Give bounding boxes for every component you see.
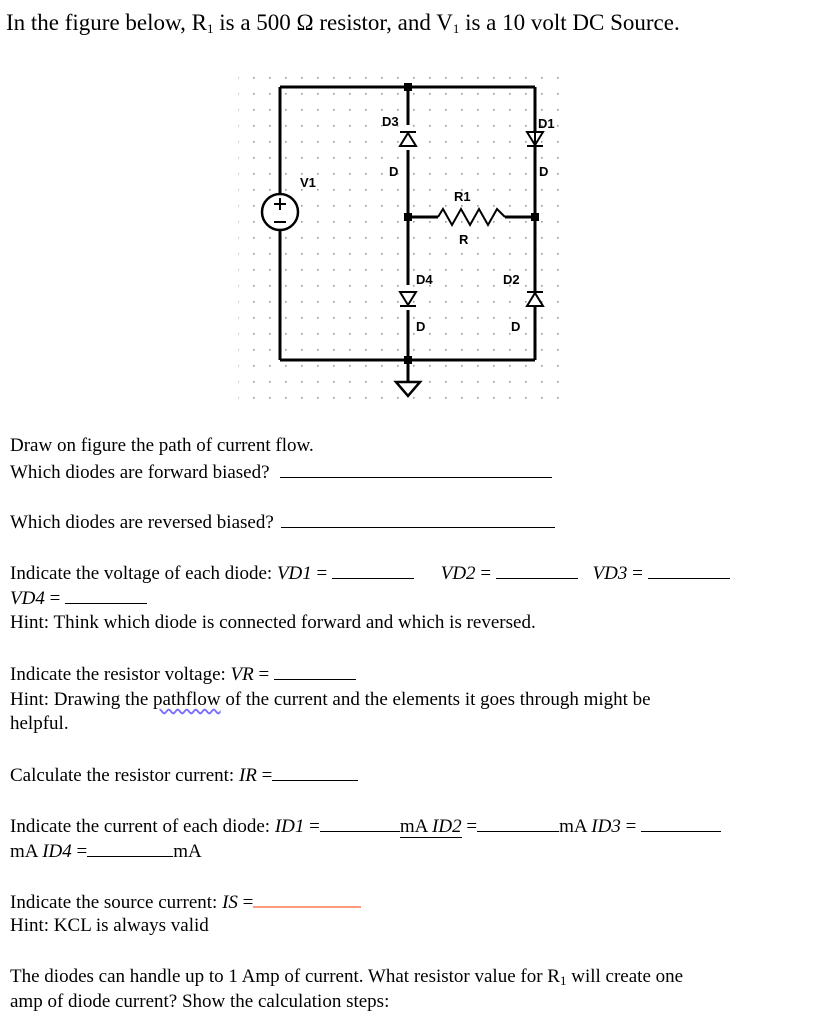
- is-symbol: IS: [222, 892, 238, 913]
- ir-equals: =: [261, 765, 273, 786]
- hint-pathflow: [10, 689, 651, 711]
- question-draw-path: Draw on figure the path of current flow.: [10, 435, 314, 456]
- id2-symbol: ID2: [432, 816, 462, 837]
- id3-answer-line[interactable]: [641, 815, 721, 832]
- id2-equals: =: [466, 816, 478, 837]
- label-d4-model: D: [416, 319, 426, 334]
- question-resistor-value: [10, 966, 683, 992]
- id4-row: [10, 840, 202, 863]
- label-d3: D3: [382, 114, 399, 129]
- forward-biased-label: Which diodes are forward biased?: [10, 462, 270, 483]
- label-d2: D2: [503, 272, 520, 287]
- grid-background: [238, 74, 560, 406]
- label-d1: D1: [538, 116, 555, 131]
- vd2-answer-line[interactable]: [496, 562, 578, 579]
- label-r-model: R: [459, 232, 469, 247]
- id1-answer-line[interactable]: [320, 815, 400, 832]
- circuit-diagram: [230, 70, 570, 415]
- label-v1: V1: [300, 175, 316, 190]
- id4-symbol: ID4: [42, 841, 72, 862]
- id3-equals: =: [625, 816, 637, 837]
- question-resistor-voltage: [10, 663, 356, 686]
- vd1-equals: =: [316, 563, 328, 584]
- question-resistor-value-line2: amp of diode current? Show the calculation steps:: [10, 991, 390, 1012]
- reverse-biased-label: Which diodes are reversed biased?: [10, 512, 274, 533]
- is-answer-line[interactable]: [253, 890, 361, 908]
- resistor-value-text-b: will create one: [566, 966, 684, 987]
- hint-pathflow-word: pathflow: [153, 689, 221, 710]
- voltage-source-v1: [262, 194, 298, 230]
- hint-pathflow-part-c: of the current and the elements it goes through might be: [220, 689, 651, 710]
- question-resistor-current: [10, 764, 358, 787]
- id4-answer-line[interactable]: [87, 840, 173, 857]
- diode-voltage-label: Indicate the voltage of each diode:: [10, 563, 277, 584]
- id2-unit: mA: [559, 816, 587, 837]
- vd3-answer-line[interactable]: [648, 562, 730, 579]
- hint-diode-direction: Hint: Think which diode is connected forward and which is reversed.: [10, 612, 536, 633]
- label-d4: D4: [416, 272, 433, 287]
- vd3-symbol: VD3: [592, 563, 628, 584]
- problem-statement: [6, 10, 680, 42]
- heading-part-1: In the figure below, R: [6, 10, 207, 35]
- vr-answer-line[interactable]: [274, 663, 356, 680]
- heading-sub-2: 1: [452, 21, 460, 36]
- label-d2-model: D: [511, 319, 521, 334]
- is-equals: =: [242, 892, 254, 913]
- vr-symbol: VR: [230, 664, 254, 685]
- heading-part-3: is a 10 volt DC Source.: [459, 10, 680, 35]
- id1-symbol: ID1: [274, 816, 305, 837]
- diode-current-label: Indicate the current of each diode:: [10, 816, 275, 837]
- resistor-value-text-a: The diodes can handle up to 1 Amp of current. What resistor value for R: [10, 966, 560, 987]
- question-forward-biased: [10, 461, 552, 484]
- id4-unit: mA: [173, 841, 202, 862]
- label-r1: R1: [454, 189, 471, 204]
- vd2-equals: =: [480, 563, 492, 584]
- resistor-current-label: Calculate the resistor current:: [10, 765, 239, 786]
- vr-equals: =: [258, 664, 270, 685]
- question-diode-currents: [10, 815, 721, 838]
- id3-symbol: ID3: [591, 816, 621, 837]
- question-diode-voltages: [10, 562, 730, 585]
- vd4-equals: =: [49, 588, 61, 609]
- label-d3-model: D: [389, 164, 399, 179]
- question-reverse-biased: [10, 511, 555, 534]
- vd1-symbol: VD1: [276, 563, 312, 584]
- ir-symbol: IR: [238, 765, 257, 786]
- vd3-equals: =: [632, 563, 643, 584]
- vd4-answer-line[interactable]: [65, 587, 147, 604]
- hint-pathflow-part-a: Hint: Drawing the: [10, 689, 154, 710]
- question-source-current: [10, 890, 361, 914]
- heading-part-2: is a 500 Ω resistor, and V: [213, 10, 453, 35]
- vd2-symbol: VD2: [440, 563, 476, 584]
- resistor-voltage-label: Indicate the resistor voltage:: [10, 664, 231, 685]
- source-current-label: Indicate the source current:: [10, 892, 223, 913]
- hint-pathflow-line2: helpful.: [10, 713, 69, 734]
- reverse-biased-answer-line[interactable]: [281, 511, 555, 528]
- ir-answer-line[interactable]: [272, 764, 358, 781]
- resistor-value-sub: 1: [559, 973, 567, 988]
- id1-unit: mA: [399, 816, 433, 837]
- id1-equals: =: [309, 816, 320, 837]
- vd4-row: [10, 587, 147, 610]
- id3-unit: mA: [10, 841, 38, 862]
- hint-kcl: Hint: KCL is always valid: [10, 915, 209, 936]
- vd1-answer-line[interactable]: [332, 562, 414, 579]
- forward-biased-answer-line[interactable]: [280, 461, 552, 478]
- id2-answer-line[interactable]: [477, 815, 559, 832]
- label-d1-model: D: [539, 164, 549, 179]
- vd4-symbol: VD4: [10, 588, 45, 609]
- id4-equals: =: [76, 841, 88, 862]
- heading-sub-1: 1: [206, 21, 214, 36]
